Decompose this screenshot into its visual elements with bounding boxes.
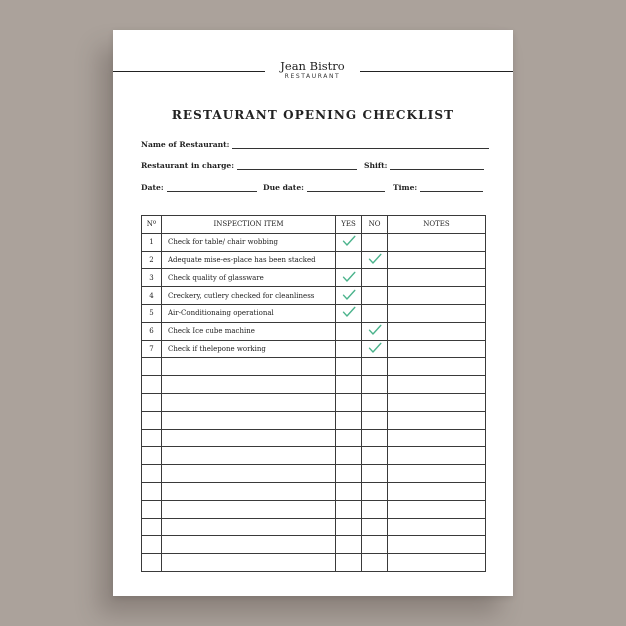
row-notes[interactable] [388,554,486,572]
name-of-restaurant-line[interactable] [232,140,489,149]
row-inspection-item[interactable] [162,358,336,376]
header-rule-left [113,71,265,72]
row-notes[interactable] [388,465,486,483]
row-number: 2 [142,251,162,269]
row-no-checkbox[interactable] [362,376,388,394]
row-yes-checkbox[interactable] [336,411,362,429]
row-notes[interactable] [388,518,486,536]
table-row [142,304,486,322]
row-inspection-item[interactable] [162,393,336,411]
row-notes[interactable] [388,447,486,465]
row-yes-checkbox[interactable] [336,358,362,376]
header-inspection-item: INSPECTION ITEM [162,216,336,234]
table-row [142,287,486,305]
row-inspection-item[interactable] [162,518,336,536]
table-row [142,269,486,287]
header-number: Nº [142,216,162,234]
row-yes-checkbox[interactable] [336,518,362,536]
table-row [142,340,486,358]
row-inspection-item: Check for table/ chair wobbing [162,233,336,251]
row-yes-checkbox[interactable] [336,500,362,518]
check-mark-icon [342,271,356,283]
row-inspection-item[interactable] [162,500,336,518]
row-no-checkbox[interactable] [362,500,388,518]
table-row-empty [142,554,486,572]
row-notes[interactable] [388,287,486,305]
row-yes-checkbox[interactable] [336,251,362,269]
name-of-restaurant-label: Name of Restaurant: [141,140,230,149]
table-row-empty [142,536,486,554]
row-no-checkbox[interactable] [362,340,388,358]
row-notes[interactable] [388,233,486,251]
due-date-label: Due date: [263,183,304,192]
row-number: 5 [142,304,162,322]
check-mark-icon [368,342,382,354]
restaurant-in-charge-field[interactable] [141,159,357,170]
row-number [142,358,162,376]
row-notes[interactable] [388,376,486,394]
row-inspection-item[interactable] [162,376,336,394]
row-inspection-item: Check Ice cube machine [162,322,336,340]
row-yes-checkbox[interactable] [336,304,362,322]
due-date-field[interactable] [263,181,385,192]
row-inspection-item: Air-Conditionaing operational [162,304,336,322]
row-yes-checkbox[interactable] [336,287,362,305]
check-mark-icon [342,235,356,247]
row-no-checkbox[interactable] [362,536,388,554]
table-row-empty [142,393,486,411]
table-row [142,322,486,340]
shift-field[interactable] [364,159,484,170]
table-row-empty [142,465,486,483]
row-yes-checkbox[interactable] [336,340,362,358]
date-label: Date: [141,183,164,192]
table-row [142,233,486,251]
row-number: 4 [142,287,162,305]
table-row-empty [142,376,486,394]
row-no-checkbox[interactable] [362,447,388,465]
header-no: NO [362,216,388,234]
row-no-checkbox[interactable] [362,393,388,411]
row-inspection-item[interactable] [162,482,336,500]
row-yes-checkbox[interactable] [336,536,362,554]
row-number [142,482,162,500]
row-yes-checkbox[interactable] [336,554,362,572]
brand-subtitle: RESTAURANT [284,73,341,80]
row-number [142,376,162,394]
row-notes[interactable] [388,251,486,269]
row-number [142,447,162,465]
row-yes-checkbox[interactable] [336,393,362,411]
table-header-row [142,216,486,234]
row-notes[interactable] [388,482,486,500]
row-inspection-item: Check if thelepone working [162,340,336,358]
table-row-empty [142,411,486,429]
row-notes[interactable] [388,411,486,429]
table-row-empty [142,518,486,536]
row-no-checkbox[interactable] [362,322,388,340]
row-number: 1 [142,233,162,251]
time-line[interactable] [420,183,483,192]
shift-line[interactable] [390,161,484,170]
row-notes[interactable] [388,322,486,340]
row-notes[interactable] [388,429,486,447]
row-yes-checkbox[interactable] [336,233,362,251]
row-yes-checkbox[interactable] [336,376,362,394]
table-row-empty [142,500,486,518]
header-notes: NOTES [388,216,486,234]
name-of-restaurant-field[interactable] [141,138,489,149]
row-notes[interactable] [388,304,486,322]
row-notes[interactable] [388,269,486,287]
row-number [142,536,162,554]
row-number: 6 [142,322,162,340]
checklist-sheet [113,30,513,596]
row-no-checkbox[interactable] [362,482,388,500]
brand-name: Jean Bistro [280,59,345,73]
row-no-checkbox[interactable] [362,287,388,305]
row-notes[interactable] [388,358,486,376]
row-yes-checkbox[interactable] [336,482,362,500]
row-no-checkbox[interactable] [362,554,388,572]
row-inspection-item[interactable] [162,447,336,465]
row-number: 3 [142,269,162,287]
row-no-checkbox[interactable] [362,304,388,322]
row-inspection-item[interactable] [162,536,336,554]
row-yes-checkbox[interactable] [336,465,362,483]
row-inspection-item: Creckery, cutlery checked for cleanliness [162,287,336,305]
row-notes[interactable] [388,500,486,518]
table-row-empty [142,358,486,376]
inspection-table [141,215,486,572]
header-rule-right [360,71,513,72]
row-no-checkbox[interactable] [362,358,388,376]
row-no-checkbox[interactable] [362,429,388,447]
row-number [142,518,162,536]
time-label: Time: [393,183,418,192]
page-title: RESTAURANT OPENING CHECKLIST [171,108,455,122]
row-inspection-item[interactable] [162,465,336,483]
row-number [142,500,162,518]
table-row [142,251,486,269]
row-yes-checkbox[interactable] [336,269,362,287]
row-number [142,554,162,572]
table-row-empty [142,429,486,447]
row-yes-checkbox[interactable] [336,447,362,465]
row-inspection-item[interactable] [162,429,336,447]
row-no-checkbox[interactable] [362,251,388,269]
row-no-checkbox[interactable] [362,233,388,251]
row-yes-checkbox[interactable] [336,322,362,340]
check-mark-icon [342,306,356,318]
row-number: 7 [142,340,162,358]
row-notes[interactable] [388,536,486,554]
check-mark-icon [342,289,356,301]
time-field[interactable] [393,181,483,192]
table-row-empty [142,447,486,465]
row-notes[interactable] [388,340,486,358]
row-inspection-item[interactable] [162,411,336,429]
row-no-checkbox[interactable] [362,269,388,287]
check-mark-icon [368,324,382,336]
row-no-checkbox[interactable] [362,518,388,536]
shift-label: Shift: [364,161,388,170]
date-field[interactable] [141,181,257,192]
due-date-line[interactable] [307,183,385,192]
restaurant-in-charge-label: Restaurant in charge: [141,161,235,170]
row-number [142,411,162,429]
row-inspection-item: Check quality of glassware [162,269,336,287]
row-number [142,465,162,483]
header-yes: YES [336,216,362,234]
check-mark-icon [368,253,382,265]
row-inspection-item: Adequate mise-es-place has been stacked [162,251,336,269]
row-yes-checkbox[interactable] [336,429,362,447]
row-no-checkbox[interactable] [362,411,388,429]
table-row-empty [142,482,486,500]
restaurant-in-charge-line[interactable] [237,161,357,170]
row-notes[interactable] [388,393,486,411]
date-line[interactable] [167,183,257,192]
row-inspection-item[interactable] [162,554,336,572]
row-number [142,393,162,411]
row-no-checkbox[interactable] [362,465,388,483]
row-number [142,429,162,447]
